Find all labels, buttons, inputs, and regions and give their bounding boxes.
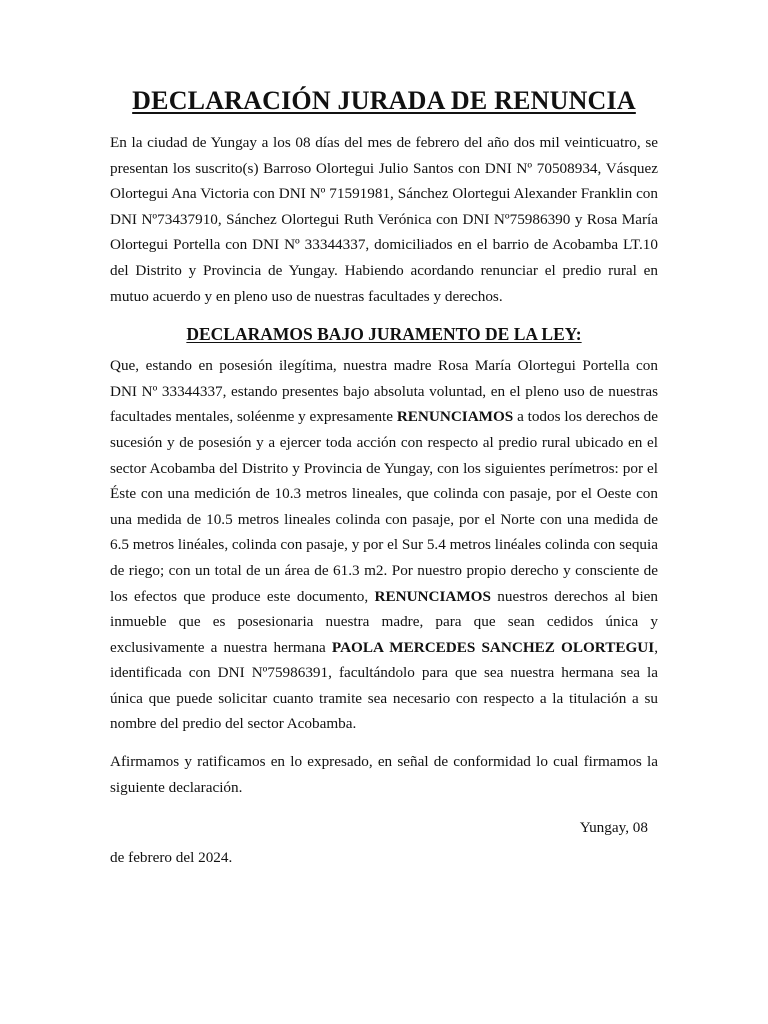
renunciamos-emphasis-1: RENUNCIAMOS (396, 408, 514, 426)
renunciamos-emphasis-2: RENUNCIAMOS (374, 587, 491, 605)
declaration-paragraph (110, 353, 658, 737)
declaration-text-1: Que, estando en posesión ilegítima, nuestra madre Rosa María Olortegui Portella con DNI Nº 33344337, estando presentes bajo absoluta voluntad, en el pleno uso de nuestras facultades mentales, soléenme y expresamente (110, 357, 658, 426)
closing-paragraph: Afirmamos y ratificamos en lo expresado, en señal de conformidad lo cual firmamos la siguiente declaración. (110, 753, 658, 796)
document-page (110, 84, 658, 870)
declaration-text-2: a todos los derechos de sucesión y de posesión y a ejercer toda acción con respecto al predio rural ubicado en el sector Acobamba del Distrito y Provincia de Yungay, con los siguientes perímetros: por el Éste con una medición de 10.3 metros lineales, que colinda con pasaje, por el Oeste con una medida de 10.5 metros lineales colinda con pasaje, por el Norte con una medida de 6.5 metros linéales, colinda con pasaje, y por el Sur 5.4 metros linéales colinda con sequia de riego; con un total de un área de 61.3 m2. Por nuestro propio derecho y consciente de los efectos que produce este documento, (110, 408, 658, 605)
date-place-line: Yungay, 08 (579, 819, 648, 837)
declaration-text-3: nuestros derechos al bien inmueble que es posesionaria nuestra madre, para que sean cedidos única y exclusivamente a nuestra hermana (110, 587, 659, 656)
declaration-heading: DECLARAMOS BAJO JURAMENTO DE LA LEY: (186, 324, 582, 345)
declaration-text-4: , identificada con DNI Nº75986391, facultándolo para que sea nuestra hermana sea la única que puede solicitar cuanto tramite sea necesario con respecto a la titulación a su nombre del predio del sector Acobamba. (110, 638, 658, 733)
date-line: de febrero del 2024. (110, 848, 233, 866)
intro-paragraph: En la ciudad de Yungay a los 08 días del mes de febrero del año dos mil veinticuatro, se presentan los suscrito(s) Barroso Olortegui Julio Santos con DNI Nº 70508934, Vásquez Olortegui Ana Victoria con DNI Nº 71591981, Sánchez Olortegui Alexander Franklin con DNI Nº73437910, Sánchez Olortegui Ruth Verónica con DNI Nº75986390 y Rosa María Olortegui Portella con DNI Nº 33344337, domiciliados en el barrio de Acobamba LT.10 del Distrito y Provincia de Yungay. Habiendo acordando renunciar el predio rural en mutuo acuerdo y en pleno uso de nuestras facultades y derechos. (110, 134, 658, 305)
document-title: DECLARACIÓN JURADA DE RENUNCIA (132, 86, 636, 115)
beneficiary-name: PAOLA MERCEDES SANCHEZ OLORTEGUI (331, 638, 655, 656)
